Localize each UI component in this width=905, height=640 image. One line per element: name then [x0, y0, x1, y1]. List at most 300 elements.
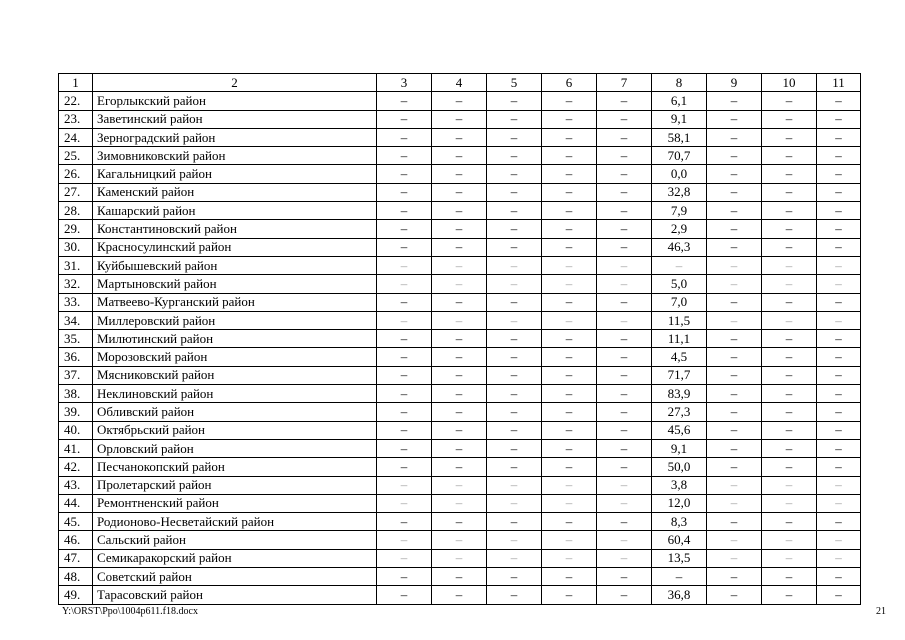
table-body	[59, 92, 861, 604]
table-cell: –	[817, 147, 861, 165]
table-cell: –	[487, 439, 542, 457]
table-cell: –	[487, 403, 542, 421]
table-cell: –	[817, 458, 861, 476]
table-cell: –	[762, 92, 817, 110]
table-cell: –	[377, 330, 432, 348]
table-cell: –	[597, 183, 652, 201]
table-cell: –	[432, 366, 487, 384]
table-cell: –	[817, 110, 861, 128]
table-cell: –	[762, 458, 817, 476]
table-cell: –	[597, 92, 652, 110]
table-cell: –	[432, 439, 487, 457]
table-row	[59, 275, 861, 293]
table-cell: –	[432, 348, 487, 366]
table-cell: –	[542, 403, 597, 421]
table-cell: –	[707, 293, 762, 311]
column-header: 2	[93, 74, 377, 92]
table-cell: –	[377, 220, 432, 238]
table-cell: –	[817, 92, 861, 110]
table-cell: –	[707, 311, 762, 329]
column-header: 7	[597, 74, 652, 92]
row-number: 44.	[59, 494, 93, 512]
table-cell: –	[817, 165, 861, 183]
table-cell: 32,8	[652, 183, 707, 201]
table-cell: –	[432, 238, 487, 256]
table-cell: –	[432, 458, 487, 476]
table-row	[59, 458, 861, 476]
row-number: 32.	[59, 275, 93, 293]
table-cell: –	[817, 311, 861, 329]
district-name: Матвеево-Курганский район	[93, 293, 377, 311]
table-cell: –	[542, 348, 597, 366]
table-cell: –	[377, 403, 432, 421]
district-name: Кагальницкий район	[93, 165, 377, 183]
table-cell: –	[487, 513, 542, 531]
table-cell: –	[597, 366, 652, 384]
table-cell: –	[817, 421, 861, 439]
table-cell: –	[542, 293, 597, 311]
row-number: 35.	[59, 330, 93, 348]
table-cell: –	[377, 568, 432, 586]
row-number: 30.	[59, 238, 93, 256]
row-number: 37.	[59, 366, 93, 384]
table-cell: 5,0	[652, 275, 707, 293]
district-name: Обливский район	[93, 403, 377, 421]
district-name: Ремонтненский район	[93, 494, 377, 512]
table-cell: –	[652, 256, 707, 274]
table-row	[59, 238, 861, 256]
table-cell: 0,0	[652, 165, 707, 183]
table-cell: –	[597, 439, 652, 457]
table-cell: –	[487, 311, 542, 329]
table-cell: –	[597, 220, 652, 238]
table-cell: –	[542, 586, 597, 604]
column-header: 1	[59, 74, 93, 92]
district-name: Зерноградский район	[93, 128, 377, 146]
table-cell: –	[542, 385, 597, 403]
table-cell: –	[597, 238, 652, 256]
file-path-footer: Y:\ORST\Ppo\1004p611.f18.docx	[62, 606, 198, 617]
table-cell: –	[597, 568, 652, 586]
district-name: Каменский район	[93, 183, 377, 201]
table-cell: 27,3	[652, 403, 707, 421]
table-row	[59, 403, 861, 421]
row-number: 22.	[59, 92, 93, 110]
table-cell: –	[707, 330, 762, 348]
column-header: 8	[652, 74, 707, 92]
table-row	[59, 147, 861, 165]
table-cell: –	[707, 366, 762, 384]
table-cell: –	[762, 385, 817, 403]
table-cell: –	[487, 348, 542, 366]
table-cell: 2,9	[652, 220, 707, 238]
table-cell: –	[432, 147, 487, 165]
table-cell: –	[542, 202, 597, 220]
table-cell: –	[432, 476, 487, 494]
table-cell: –	[817, 531, 861, 549]
table-cell: –	[542, 92, 597, 110]
table-cell: –	[707, 348, 762, 366]
district-name: Морозовский район	[93, 348, 377, 366]
table-cell: –	[707, 568, 762, 586]
table-cell: –	[432, 568, 487, 586]
table-cell: –	[542, 220, 597, 238]
table-cell: –	[377, 549, 432, 567]
table-row	[59, 494, 861, 512]
table-cell: –	[432, 549, 487, 567]
table-cell: –	[762, 439, 817, 457]
district-name: Песчанокопский район	[93, 458, 377, 476]
table-cell: –	[487, 238, 542, 256]
table-cell: –	[597, 458, 652, 476]
table-cell: –	[542, 256, 597, 274]
table-cell: –	[377, 311, 432, 329]
table-cell: –	[597, 330, 652, 348]
table-cell: 7,9	[652, 202, 707, 220]
table-cell: –	[377, 275, 432, 293]
table-cell: –	[377, 128, 432, 146]
column-header: 11	[817, 74, 861, 92]
row-number: 45.	[59, 513, 93, 531]
row-number: 49.	[59, 586, 93, 604]
table-cell: –	[432, 110, 487, 128]
table-cell: –	[542, 421, 597, 439]
row-number: 27.	[59, 183, 93, 201]
table-row	[59, 513, 861, 531]
table-cell: –	[487, 549, 542, 567]
table-row	[59, 421, 861, 439]
district-name: Пролетарский район	[93, 476, 377, 494]
district-name: Кашарский район	[93, 202, 377, 220]
table-cell: –	[707, 256, 762, 274]
row-number: 39.	[59, 403, 93, 421]
table-cell: –	[487, 385, 542, 403]
table-cell: –	[542, 513, 597, 531]
table-cell: –	[707, 275, 762, 293]
table-cell: –	[432, 586, 487, 604]
table-cell: –	[762, 275, 817, 293]
table-cell: –	[817, 183, 861, 201]
table-cell: –	[762, 421, 817, 439]
table-cell: –	[432, 385, 487, 403]
district-name: Егорлыкский район	[93, 92, 377, 110]
table-cell: –	[597, 311, 652, 329]
table-row	[59, 92, 861, 110]
table-cell: –	[542, 110, 597, 128]
column-header: 10	[762, 74, 817, 92]
table-cell: –	[377, 385, 432, 403]
table-cell: –	[487, 92, 542, 110]
table-cell: –	[377, 202, 432, 220]
district-name: Куйбышевский район	[93, 256, 377, 274]
table-cell: –	[652, 568, 707, 586]
table-cell: –	[377, 494, 432, 512]
table-row	[59, 476, 861, 494]
table-cell: –	[487, 366, 542, 384]
district-name: Родионово-Несветайский район	[93, 513, 377, 531]
table-row	[59, 128, 861, 146]
table-cell: –	[597, 202, 652, 220]
district-name: Мартыновский район	[93, 275, 377, 293]
table-cell: –	[762, 165, 817, 183]
table-cell: –	[707, 476, 762, 494]
table-cell: –	[487, 586, 542, 604]
table-row	[59, 568, 861, 586]
table-cell: –	[707, 92, 762, 110]
table-cell: –	[542, 330, 597, 348]
table-cell: –	[597, 165, 652, 183]
page-number: 21	[876, 606, 886, 617]
table-cell: –	[762, 366, 817, 384]
table-cell: –	[597, 256, 652, 274]
district-name: Красносулинский район	[93, 238, 377, 256]
table-cell: –	[597, 586, 652, 604]
table-cell: –	[432, 165, 487, 183]
table-cell: 8,3	[652, 513, 707, 531]
table-cell: –	[597, 128, 652, 146]
table-cell: –	[817, 549, 861, 567]
table-cell: –	[432, 202, 487, 220]
column-header: 9	[707, 74, 762, 92]
table-cell: –	[432, 403, 487, 421]
table-cell: –	[542, 494, 597, 512]
table-cell: 9,1	[652, 439, 707, 457]
table-cell: –	[542, 147, 597, 165]
table-cell: –	[432, 92, 487, 110]
table-row	[59, 293, 861, 311]
table-cell: –	[542, 183, 597, 201]
table-cell: –	[762, 513, 817, 531]
table-cell: –	[707, 439, 762, 457]
table-cell: 3,8	[652, 476, 707, 494]
table-cell: –	[377, 513, 432, 531]
table-cell: –	[542, 275, 597, 293]
row-number: 36.	[59, 348, 93, 366]
table-cell: –	[542, 531, 597, 549]
table-cell: –	[762, 348, 817, 366]
table-cell: –	[487, 293, 542, 311]
table-cell: –	[762, 183, 817, 201]
table-cell: –	[597, 494, 652, 512]
table-cell: –	[707, 128, 762, 146]
table-cell: –	[762, 128, 817, 146]
row-number: 29.	[59, 220, 93, 238]
table-cell: –	[377, 439, 432, 457]
table-cell: –	[707, 549, 762, 567]
table-cell: 46,3	[652, 238, 707, 256]
table-cell: –	[817, 256, 861, 274]
column-header: 4	[432, 74, 487, 92]
table-cell: –	[487, 531, 542, 549]
table-cell: –	[487, 110, 542, 128]
table-cell: 13,5	[652, 549, 707, 567]
table-cell: 6,1	[652, 92, 707, 110]
table-cell: –	[762, 494, 817, 512]
table-cell: –	[817, 476, 861, 494]
table-cell: –	[707, 220, 762, 238]
table-cell: –	[597, 513, 652, 531]
table-cell: –	[762, 110, 817, 128]
table-cell: –	[707, 238, 762, 256]
district-name: Зимовниковский район	[93, 147, 377, 165]
district-name: Константиновский район	[93, 220, 377, 238]
table-cell: –	[817, 385, 861, 403]
table-row	[59, 439, 861, 457]
table-cell: –	[762, 256, 817, 274]
table-cell: –	[707, 531, 762, 549]
row-number: 42.	[59, 458, 93, 476]
row-number: 26.	[59, 165, 93, 183]
table-cell: –	[377, 421, 432, 439]
table-row	[59, 202, 861, 220]
table-cell: –	[817, 202, 861, 220]
table-cell: 7,0	[652, 293, 707, 311]
table-cell: –	[377, 238, 432, 256]
district-name: Милютинский район	[93, 330, 377, 348]
table-cell: –	[707, 110, 762, 128]
table-row	[59, 385, 861, 403]
table-cell: –	[377, 165, 432, 183]
row-number: 48.	[59, 568, 93, 586]
column-header: 5	[487, 74, 542, 92]
table-cell: –	[377, 348, 432, 366]
row-number: 40.	[59, 421, 93, 439]
table-cell: –	[542, 128, 597, 146]
table-cell: 50,0	[652, 458, 707, 476]
table-cell: –	[762, 549, 817, 567]
table-cell: –	[542, 458, 597, 476]
table-cell: –	[707, 165, 762, 183]
table-cell: –	[817, 330, 861, 348]
table-cell: –	[542, 165, 597, 183]
table-cell: –	[817, 348, 861, 366]
table-cell: –	[597, 476, 652, 494]
table-cell: –	[377, 293, 432, 311]
table-row	[59, 165, 861, 183]
table-row	[59, 311, 861, 329]
table-cell: 12,0	[652, 494, 707, 512]
table-cell: –	[707, 421, 762, 439]
table-cell: –	[487, 568, 542, 586]
table-cell: –	[542, 366, 597, 384]
table-cell: 70,7	[652, 147, 707, 165]
table-cell: –	[597, 293, 652, 311]
table-cell: –	[817, 220, 861, 238]
row-number: 31.	[59, 256, 93, 274]
table-row	[59, 183, 861, 201]
table-row	[59, 531, 861, 549]
table-cell: –	[487, 458, 542, 476]
table-cell: –	[487, 421, 542, 439]
table-cell: –	[432, 421, 487, 439]
table-row	[59, 220, 861, 238]
table-cell: –	[707, 494, 762, 512]
table-cell: –	[707, 513, 762, 531]
table-cell: –	[762, 476, 817, 494]
table-cell: –	[817, 128, 861, 146]
district-name: Мясниковский район	[93, 366, 377, 384]
table-cell: 58,1	[652, 128, 707, 146]
table-cell: –	[377, 110, 432, 128]
table-cell: –	[487, 476, 542, 494]
table-cell: –	[762, 531, 817, 549]
header-row	[59, 74, 861, 92]
table-cell: –	[487, 165, 542, 183]
table-cell: 4,5	[652, 348, 707, 366]
table-cell: –	[707, 385, 762, 403]
table-cell: –	[762, 202, 817, 220]
table-cell: –	[432, 275, 487, 293]
table-cell: –	[762, 330, 817, 348]
table-cell: –	[377, 256, 432, 274]
table-row	[59, 366, 861, 384]
table-cell: 11,5	[652, 311, 707, 329]
table-cell: –	[432, 220, 487, 238]
district-name: Миллеровский район	[93, 311, 377, 329]
table-cell: –	[817, 293, 861, 311]
table-cell: 36,8	[652, 586, 707, 604]
table-cell: –	[597, 110, 652, 128]
table-cell: –	[597, 275, 652, 293]
row-number: 33.	[59, 293, 93, 311]
table-cell: –	[432, 330, 487, 348]
column-header: 6	[542, 74, 597, 92]
table-cell: –	[817, 439, 861, 457]
table-cell: –	[377, 147, 432, 165]
table-cell: –	[487, 256, 542, 274]
table-row	[59, 586, 861, 604]
row-number: 25.	[59, 147, 93, 165]
table-cell: –	[542, 311, 597, 329]
district-name: Тарасовский район	[93, 586, 377, 604]
table-cell: –	[762, 403, 817, 421]
table-cell: –	[377, 366, 432, 384]
table-cell: –	[542, 476, 597, 494]
table-cell: –	[487, 202, 542, 220]
district-name: Октябрьский район	[93, 421, 377, 439]
table-cell: –	[542, 549, 597, 567]
table-cell: –	[707, 147, 762, 165]
table-cell: –	[487, 183, 542, 201]
table-cell: –	[597, 147, 652, 165]
table-cell: –	[432, 183, 487, 201]
table-cell: –	[597, 348, 652, 366]
table-cell: –	[597, 549, 652, 567]
table-cell: –	[597, 421, 652, 439]
table-cell: 11,1	[652, 330, 707, 348]
row-number: 28.	[59, 202, 93, 220]
table-cell: –	[762, 568, 817, 586]
row-number: 47.	[59, 549, 93, 567]
table-cell: –	[377, 183, 432, 201]
table-cell: 9,1	[652, 110, 707, 128]
column-header: 3	[377, 74, 432, 92]
table-cell: –	[542, 568, 597, 586]
table-cell: –	[487, 494, 542, 512]
table-cell: –	[377, 531, 432, 549]
table-cell: –	[377, 586, 432, 604]
row-number: 46.	[59, 531, 93, 549]
table-cell: –	[542, 439, 597, 457]
row-number: 43.	[59, 476, 93, 494]
table-cell: –	[487, 330, 542, 348]
table-cell: –	[817, 494, 861, 512]
table-cell: –	[597, 403, 652, 421]
table-cell: –	[487, 275, 542, 293]
table-cell: 83,9	[652, 385, 707, 403]
table-cell: –	[487, 220, 542, 238]
row-number: 34.	[59, 311, 93, 329]
